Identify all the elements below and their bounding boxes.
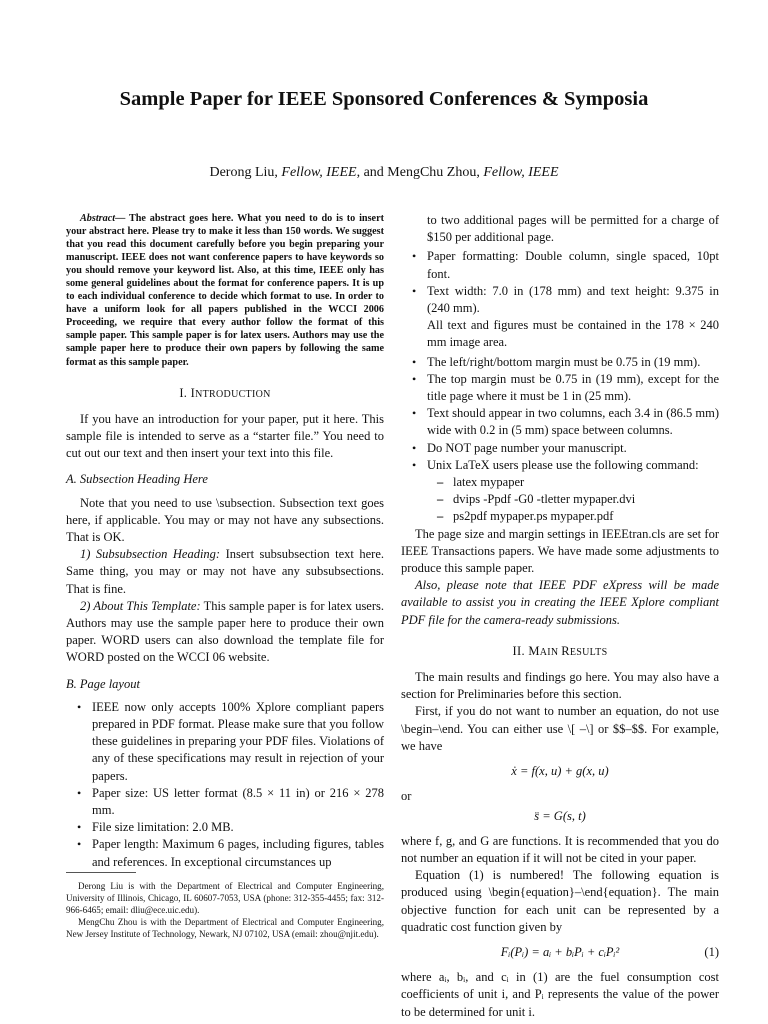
bullet-icon: •: [412, 283, 417, 298]
list-item: [66, 819, 384, 836]
list-item: [66, 785, 384, 819]
section-number: I.: [179, 385, 191, 400]
bullet-icon: •: [412, 249, 417, 264]
list-item-text: Do NOT page number your manuscript.: [427, 440, 627, 455]
subsection-heading-a: A. Subsection Heading Here: [66, 472, 208, 487]
list-item-text: Paper length: Maximum 6 pages, including figures, tables and references. In exceptional circumstances up: [92, 837, 384, 869]
bullet-icon: •: [77, 785, 82, 800]
margins-list: [401, 354, 719, 474]
bullet-icon: •: [77, 820, 82, 835]
equation-3: [401, 944, 719, 961]
equation-1: ẋ = f(x, u) + g(x, u): [511, 764, 609, 779]
intro-paragraph: If you have an introduction for your paper, put it here. This sample file is intended to serve as a “starter file.” You need to cut out our text and then insert your text into this file.: [66, 411, 384, 461]
list-item: [401, 354, 719, 371]
bullet-icon: •: [412, 371, 417, 386]
dash-icon: –: [437, 509, 444, 524]
bullet-icon: •: [412, 354, 417, 369]
bullet-icon: •: [77, 837, 82, 852]
abstract-label: Abstract: [80, 213, 116, 224]
section-rest: ESULTS: [569, 646, 608, 658]
footnote-rule: [66, 872, 136, 873]
footnote-2: MengChu Zhou is with the Department of Electrical and Computer Engineering, New Jersey Institute of Technology, Newark, NJ 07102, USA (email: zhou@njit.edu).: [66, 916, 384, 939]
list-item-text: File size limitation: 2.0 MB.: [92, 820, 234, 835]
subsubsection-1-label: 1) Subsubsection Heading:: [80, 547, 221, 562]
section-heading-introduction: [66, 385, 384, 403]
bullet-icon: •: [412, 457, 417, 472]
results-paragraph-1: The main results and findings go here. You may also have a section for Preliminaries before this section.: [401, 670, 719, 702]
list-item: [401, 474, 719, 491]
list-item-text: Paper formatting: Double column, single spaced, 10pt font.: [427, 249, 719, 281]
subsubsection-2: [66, 598, 384, 667]
results-paragraph-3: where f, g, and G are functions. It is recommended that you do not number an equation if it will not be cited in your paper.: [401, 833, 719, 865]
list-item: [401, 283, 719, 317]
list-item-text: The top margin must be 0.75 in (19 mm), except for the title page where it must be 1 in (25 mm).: [427, 371, 719, 404]
list-item-text: Text should appear in two columns, each 3.4 in (86.5 mm) wide with 0.2 in (5 mm) space between columns.: [427, 406, 719, 438]
pdf-express-note: Also, please note that IEEE PDF eXpress will be made available to assist you in creating the IEEE Xplore compliant PDF file for the camera-ready submissions.: [401, 578, 719, 627]
bullet-icon: •: [412, 440, 417, 455]
equation-2: s̈ = G(s, t): [534, 808, 586, 823]
section-rest: AIN: [539, 646, 562, 658]
results-paragraph-2: First, if you do not want to number an equation, do not use \begin–\end. You can either use \[ –\] or $$–$$. For example, we have: [401, 704, 719, 753]
results-paragraph-5: where aᵢ, bᵢ, and cᵢ in (1) are the fuel consumption cost coefficients of unit i, and Pᵢ represents the value of the power to be determined for unit i.: [401, 970, 719, 1019]
paper-title: Sample Paper for IEEE Sponsored Conferences & Symposia: [119, 88, 649, 110]
list-item-text: Text width: 7.0 in (178 mm) and text height: 9.375 in (240 mm).: [427, 283, 719, 316]
list-item: [401, 440, 719, 457]
right-column: [401, 212, 719, 1021]
author-2-role: Fellow, IEEE: [483, 165, 559, 180]
section-initial: R: [561, 643, 570, 658]
section-initial: M: [528, 643, 540, 658]
equation-number: (1): [704, 944, 719, 959]
footnote-1: Derong Liu is with the Department of Electrical and Computer Engineering, University of Illinois, Chicago, IL 60607-7053, USA (phone: 312-355-4455; fax: 312-966-6465; email: dliu@ece.uic.edu).: [66, 881, 384, 915]
author-line: [0, 165, 768, 181]
section-heading-main-results: [401, 643, 719, 661]
dash-icon: –: [437, 492, 444, 507]
list-item-text: dvips -Ppdf -G0 -tletter mypaper.dvi: [453, 492, 636, 507]
list-item: [401, 248, 719, 282]
subsection-heading-b: B. Page layout: [66, 676, 140, 691]
footnotes: [66, 881, 384, 941]
list-item: [401, 491, 719, 508]
left-column: [66, 212, 384, 871]
author-1: Derong Liu,: [209, 165, 282, 180]
section-rest: NTRODUCTION: [195, 388, 271, 400]
section-initial: I: [190, 385, 196, 400]
author-1-role: Fellow, IEEE: [281, 165, 357, 180]
command-list: [401, 474, 719, 526]
section-number: II.: [512, 643, 529, 658]
page-layout-list: [66, 699, 384, 871]
bullet-icon: •: [412, 406, 417, 421]
equation-3-body: Fᵢ(Pᵢ) = aᵢ + bᵢPᵢ + cᵢPᵢ²: [500, 944, 620, 959]
list-item-text: latex mypaper: [453, 475, 525, 490]
bullet-icon: •: [77, 699, 82, 714]
subsubsection-1-text: Insert subsubsection text here. Same thing, you may or may not have any subsubsections. That is fine.: [66, 547, 384, 596]
subsubsection-2-text: This sample paper is for latex users. Authors may use the sample paper here to produce their own paper. WORD users can also download the template file for WORD posted on the WCCI 06 website.: [66, 598, 385, 665]
dash-icon: –: [437, 475, 444, 490]
list-item-text: Paper size: US letter format (8.5 × 11 in) or 216 × 278 mm.: [92, 785, 384, 818]
page-size-paragraph: The page size and margin settings in IEEEtran.cls are set for IEEE Transactions papers. We have made some adjustments to produce this sample paper.: [401, 526, 719, 576]
formatting-list: [401, 248, 719, 317]
list-item: [401, 405, 719, 439]
list-item-text: IEEE now only accepts 100% Xplore compliant papers prepared in PDF format. Please make sure that you follow these guidelines in preparing your PDF files. Violations of any of these specifications may result in rejection of your papers.: [92, 699, 384, 783]
image-area-note: All text and figures must be contained in the 178 × 240 mm image area.: [427, 318, 719, 350]
subsubsection-2-label: 2) About This Template:: [80, 598, 201, 613]
list-item: [401, 371, 719, 405]
subsection-a-text: Note that you need to use \subsection. Subsection text goes here, if applicable. You may or may not have any subsections. That is OK.: [66, 495, 384, 544]
list-item-text: ps2pdf mypaper.ps mypaper.pdf: [453, 509, 614, 524]
abstract-text: The abstract goes here. What you need to do is to insert your abstract here. Please try to make it less than 150 words. We suggest that you read this document carefully before you begin preparing your manuscript. IEEE does not want conference papers to have keywords so you should remove your keyword list. Also, at this time, IEEE only has some general guidelines about the format for conference papers. It is up to each individual conference to decide which format to use. In order to have a uniform look for all papers published in the WCCI 2006 Proceeding, we require that every author follow the format of this sample paper. This sample paper is for latex users. Authors may use the sample paper here to produce their own papers by following the same format as this sample paper.: [66, 213, 384, 368]
bullet-continuation: to two additional pages will be permitted for a charge of $150 per additional page.: [427, 213, 719, 245]
list-item: [66, 699, 384, 785]
list-item-text: Unix LaTeX users please use the following command:: [427, 457, 699, 472]
results-paragraph-4: Equation (1) is numbered! The following equation is produced using \begin{equation}–\end{equation}. The main objective function for each unit can be represented by a quadratic cost function given by: [401, 868, 719, 934]
list-item-text: The left/right/bottom margin must be 0.75 in (19 mm).: [427, 354, 701, 369]
list-item: [66, 836, 384, 870]
subsubsection-1: [66, 546, 384, 598]
or-text: or: [401, 789, 412, 804]
list-item: [401, 457, 719, 474]
abstract: [66, 212, 384, 369]
author-and: , and MengChu Zhou,: [356, 165, 484, 180]
list-item: [401, 508, 719, 525]
abstract-sep: —: [115, 213, 129, 224]
